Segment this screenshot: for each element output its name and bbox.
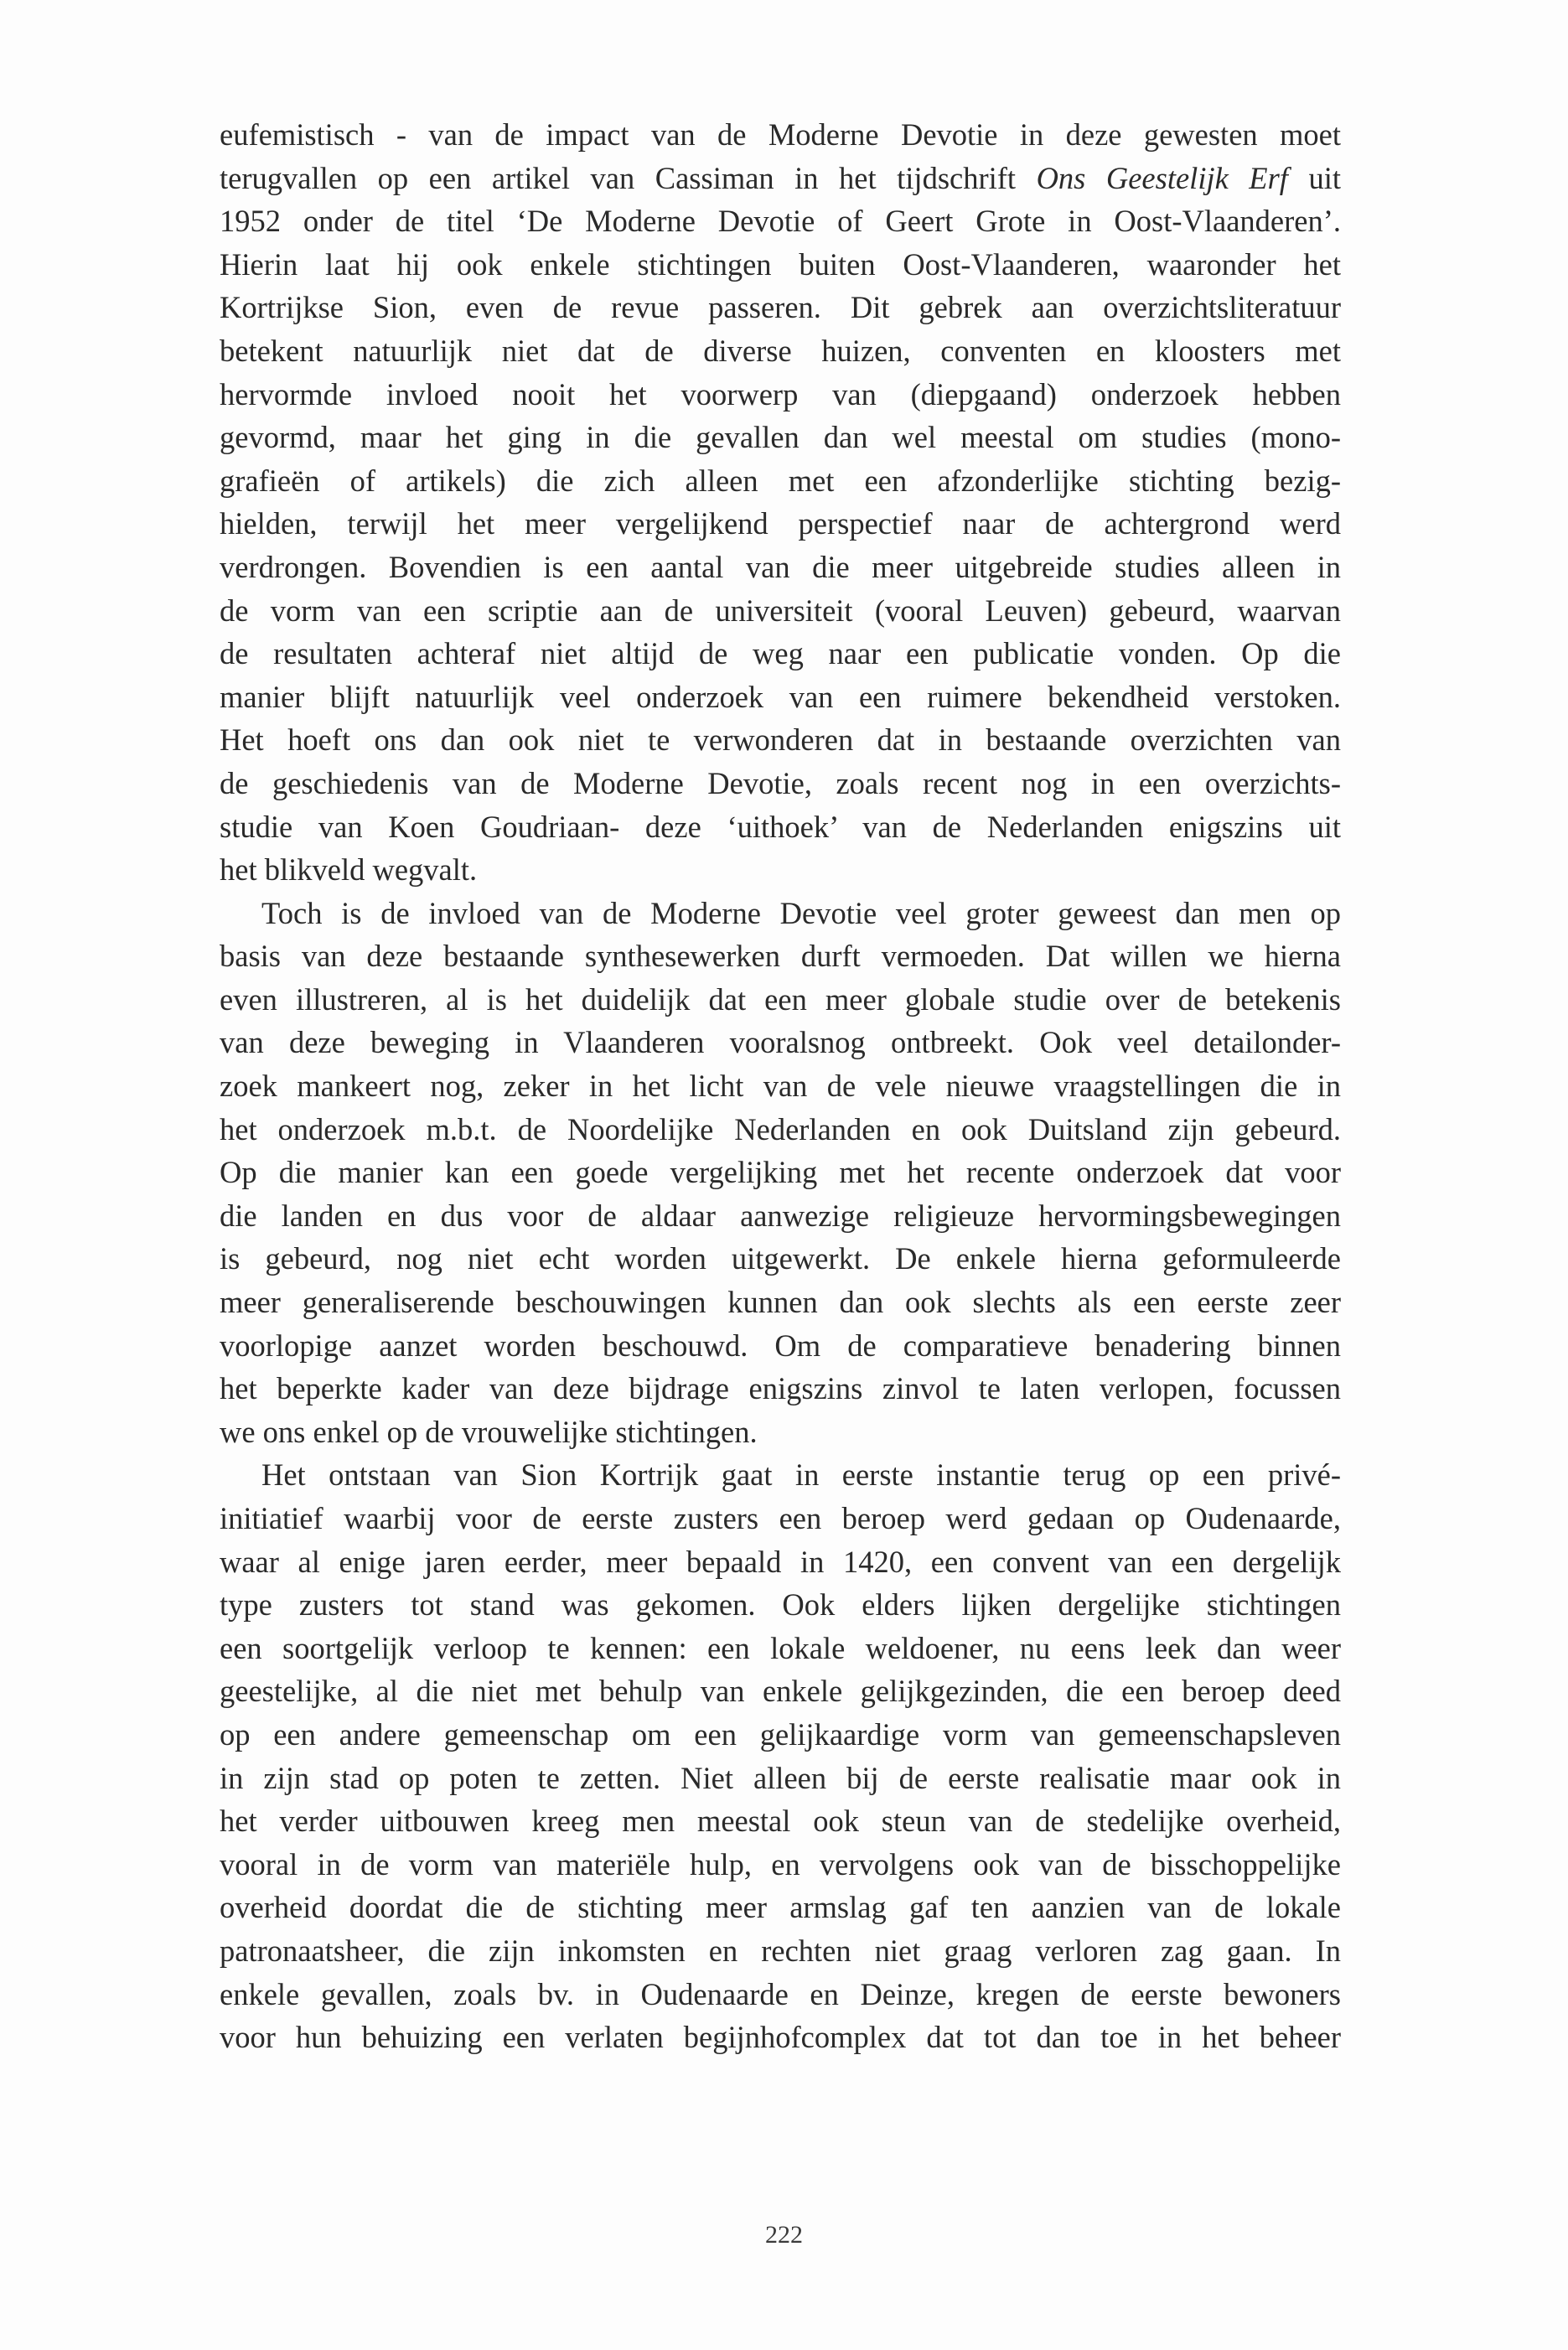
text-line: overheid doordat die de stichting meer armslag gaf ten aanzien van de lokale xyxy=(220,1890,1341,1925)
text-line: de resultaten achteraf niet altijd de weg naar een publicatie vonden. Op die xyxy=(220,636,1341,671)
text-line: we ons enkel op de vrouwelijke stichtingen. xyxy=(220,1414,758,1449)
text-line: type zusters tot stand was gekomen. Ook elders lijken dergelijke stichtingen xyxy=(220,1587,1341,1623)
text-line: van deze beweging in Vlaanderen vooralsnog ontbreekt. Ook veel detailonder- xyxy=(220,1025,1341,1060)
text-line: grafieën of artikels) die zich alleen met een afzonderlijke stichting bezig- xyxy=(220,463,1341,498)
text-line: geestelijke, al die niet met behulp van enkele gelijkgezinden, die een beroep deed xyxy=(220,1674,1341,1709)
journal-title: Ons Geestelijk Erf xyxy=(1036,160,1288,195)
text-line: zoek mankeert nog, zeker in het licht van de vele nieuwe vraagstellingen die in xyxy=(220,1069,1341,1104)
text-line: het verder uitbouwen kreeg men meestal ook steun van de stedelijke overheid, xyxy=(220,1804,1341,1839)
text-line: studie van Koen Goudriaan- deze ‘uithoek’ van de Nederlanden enigszins uit xyxy=(220,809,1341,844)
text-line: het onderzoek m.b.t. de Noordelijke Nederlanden en ook Duitsland zijn gebeurd. xyxy=(220,1111,1341,1147)
text-line: basis van deze bestaande synthesewerken durft vermoeden. Dat willen we hierna xyxy=(220,939,1341,974)
text-line: Het ontstaan van Sion Kortrijk gaat in eerste instantie terug op een privé- xyxy=(261,1457,1341,1493)
text-line: Hierin laat hij ook enkele stichtingen buiten Oost-Vlaanderen, waaronder het xyxy=(220,246,1341,282)
text-line: op een andere gemeenschap om een gelijkaardige vorm van gemeenschapsleven xyxy=(220,1716,1341,1752)
text-line: de geschiedenis van de Moderne Devotie, zoals recent nog in een overzichts- xyxy=(220,765,1341,800)
text-line: verdrongen. Bovendien is een aantal van die meer uitgebreide studies alleen in xyxy=(220,549,1341,584)
text-line: meer generaliserende beschouwingen kunnen dan ook slechts als een eerste zeer xyxy=(220,1285,1341,1320)
text-line: even illustreren, al is het duidelijk dat een meer globale studie over de betekenis xyxy=(220,981,1341,1017)
text-line: terugvallen op een artikel van Cassiman in het tijdschrift Ons Geestelijk Erf uit xyxy=(220,160,1341,195)
text-line: waar al enige jaren eerder, meer bepaald in 1420, een convent van een dergelijk xyxy=(220,1544,1341,1579)
text-line: een soortgelijk verloop te kennen: een lokale weldoener, nu eens leek dan weer xyxy=(220,1630,1341,1665)
page-number: 222 xyxy=(765,2221,803,2249)
text-line: Toch is de invloed van de Moderne Devotie veel groter geweest dan men op xyxy=(261,895,1341,930)
text-line: initiatief waarbij voor de eerste zusters een beroep werd gedaan op Oudenaarde, xyxy=(220,1501,1341,1535)
text-line: 1952 onder de titel ‘De Moderne Devotie of Geert Grote in Oost-Vlaanderen’. xyxy=(220,204,1341,239)
text-line: is gebeurd, nog niet echt worden uitgewerkt. De enkele hierna geformuleerde xyxy=(220,1241,1341,1276)
text-line: hervormde invloed nooit het voorwerp van (diepgaand) onderzoek hebben xyxy=(220,376,1341,412)
body-text xyxy=(220,113,1341,2059)
text-line: het blikveld wegvalt. xyxy=(220,852,478,888)
text-line: voorlopige aanzet worden beschouwd. Om de comparatieve benadering binnen xyxy=(220,1328,1341,1363)
text-line: Het hoeft ons dan ook niet te verwonderen dat in bestaande overzichten van xyxy=(220,722,1341,758)
text-line: vooral in de vorm van materiële hulp, en vervolgens ook van de bisschoppelijke xyxy=(220,1846,1341,1882)
text-line: de vorm van een scriptie aan de universiteit (vooral Leuven) gebeurd, waarvan xyxy=(220,593,1341,628)
text-line: manier blijft natuurlijk veel onderzoek van een ruimere bekendheid verstoken. xyxy=(220,679,1341,714)
text-line: gevormd, maar het ging in die gevallen dan wel meestal om studies (mono- xyxy=(220,420,1341,455)
text-line: Kortrijkse Sion, even de revue passeren. Dit gebrek aan overzichtsliteratuur xyxy=(220,290,1341,325)
text-line: eufemistisch - van de impact van de Moderne Devotie in deze gewesten moet xyxy=(220,117,1341,152)
text-line: betekent natuurlijk niet dat de diverse huizen, conventen en kloosters met xyxy=(220,333,1341,368)
text-line: enkele gevallen, zoals bv. in Oudenaarde en Deinze, kregen de eerste bewoners xyxy=(220,1976,1341,2011)
text-line: voor hun behuizing een verlaten begijnhofcomplex dat tot dan toe in het beheer xyxy=(220,2020,1341,2055)
text-line: patronaatsheer, die zijn inkomsten en rechten niet graag verloren zag gaan. In xyxy=(220,1933,1341,1968)
text-line: het beperkte kader van deze bijdrage enigszins zinvol te laten verlopen, focussen xyxy=(220,1371,1341,1406)
text-line: in zijn stad op poten te zetten. Niet alleen bij de eerste realisatie maar ook in xyxy=(220,1760,1341,1795)
text-line: Op die manier kan een goede vergelijking met het recente onderzoek dat voor xyxy=(220,1155,1341,1190)
text-line: hielden, terwijl het meer vergelijkend perspectief naar de achtergrond werd xyxy=(220,506,1341,541)
text-line: die landen en dus voor de aldaar aanwezige religieuze hervormingsbewegingen xyxy=(220,1198,1341,1233)
